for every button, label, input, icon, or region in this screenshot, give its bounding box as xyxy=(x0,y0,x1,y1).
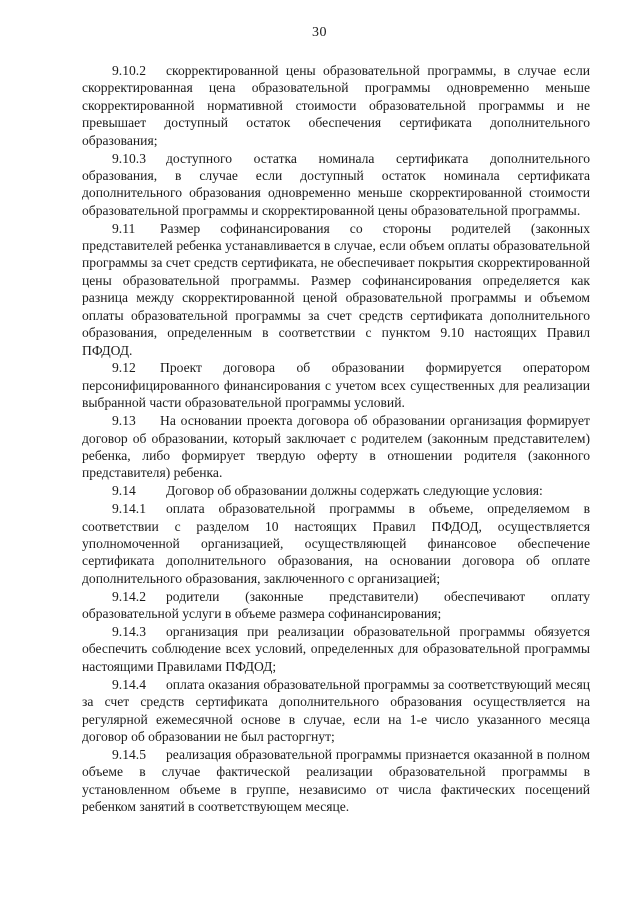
clause-text: доступного остатка номинала сертификата дополнительного образования, в случае если доступный остаток номинала сертификата дополнительного образования одновременно меньше скорректированной стоимости образовательной программы и скорректированной цены образовательной программы. xyxy=(82,150,590,218)
paragraph-9-10-2 xyxy=(82,62,590,149)
clause-number: 9.10.3 xyxy=(112,150,146,166)
clause-number: 9.14.4 xyxy=(112,676,146,692)
clause-text: Проект договора об образовании формируется оператором персонифицированного финансирования с учетом всех существенных для реализации выбранной части образовательной программы условий. xyxy=(82,360,590,411)
clause-number: 9.14.2 xyxy=(112,588,146,604)
clause-text: оплата оказания образовательной программы за соответствующий месяц за счет средств сертификата дополнительного образования осуществляется на регулярной ежемесячной основе в случае, если на 1-е число указанного месяца договор об образовании не был расторгнут; xyxy=(82,676,590,744)
clause-number: 9.13 xyxy=(112,413,136,429)
clause-text: оплата образовательной программы в объеме, определяемом в соответствии с разделом 10 настоящих Правил ПФДОД, осуществляется уполномоченной организацией, осуществляющей финансовое обеспечение сертификата дополнительного образования, на основании договора об оплате дополнительного образования, заключенного с организацией; xyxy=(82,501,590,586)
clause-number: 9.14.5 xyxy=(112,746,146,762)
paragraph-9-13 xyxy=(82,412,590,482)
paragraph-9-12 xyxy=(82,359,590,411)
clause-text: скорректированной цены образовательной программы, в случае если скорректированная цена образовательной программы одновременно меньше скорректированной нормативной стоимости образовательной программы и не превышает доступный остаток обеспечения сертификата дополнительного образования; xyxy=(82,63,590,148)
clause-text: организация при реализации образовательной программы обязуется обеспечить соблюдение всех условий, определенных для образовательной программы настоящими Правилами ПФДОД; xyxy=(82,624,590,674)
paragraph-9-14-4 xyxy=(82,676,590,746)
paragraph-9-14-2 xyxy=(82,588,590,623)
paragraph-9-14 xyxy=(82,482,590,499)
clause-number: 9.12 xyxy=(112,360,136,376)
paragraph-9-14-3 xyxy=(82,623,590,675)
document-body xyxy=(82,62,590,816)
clause-number: 9.11 xyxy=(112,220,136,236)
clause-text: На основании проекта договора об образовании организация формирует договор об образовании, который заключает с родителем (законным представителем) ребенка, либо формирует твердую оферту в отношении родителя (законного представителя) ребенка. xyxy=(82,413,590,481)
clause-number: 9.10.2 xyxy=(112,63,146,78)
paragraph-9-11 xyxy=(82,220,590,359)
paragraph-9-10-3 xyxy=(82,150,590,220)
clause-number: 9.14.3 xyxy=(112,624,146,639)
clause-number: 9.14 xyxy=(112,483,136,499)
clause-number: 9.14.1 xyxy=(112,501,146,517)
paragraph-9-14-1 xyxy=(82,500,590,587)
clause-text: Договор об образовании должны содержать следующие условия: xyxy=(166,483,543,499)
paragraph-9-14-5 xyxy=(82,746,590,816)
clause-text: родители (законные представители) обеспечивают оплату образовательной услуги в объеме размера софинансирования; xyxy=(82,588,590,622)
page-number: 30 xyxy=(312,25,327,40)
clause-text: Размер софинансирования со стороны родителей (законных представителей ребенка устанавливается в случае, если объем оплаты образовательной программы за счет средств сертификата, не обеспечивает покрытия скорректированной цены образовательной программы. Размер софинансирования определяется как разница между скорректированной ценой образовательной программы и объемом оплаты образовательной программы за счет средств сертификата дополнительного образования, определенным в соответствии с пунктом 9.10 настоящих Правил ПФДОД. xyxy=(82,220,590,358)
clause-text: реализация образовательной программы признается оказанной в полном объеме в случае фактической реализации образовательной программы в установленном объеме в группе, независимо от числа фактических посещений ребенком занятий в соответствующем месяце. xyxy=(82,746,590,815)
